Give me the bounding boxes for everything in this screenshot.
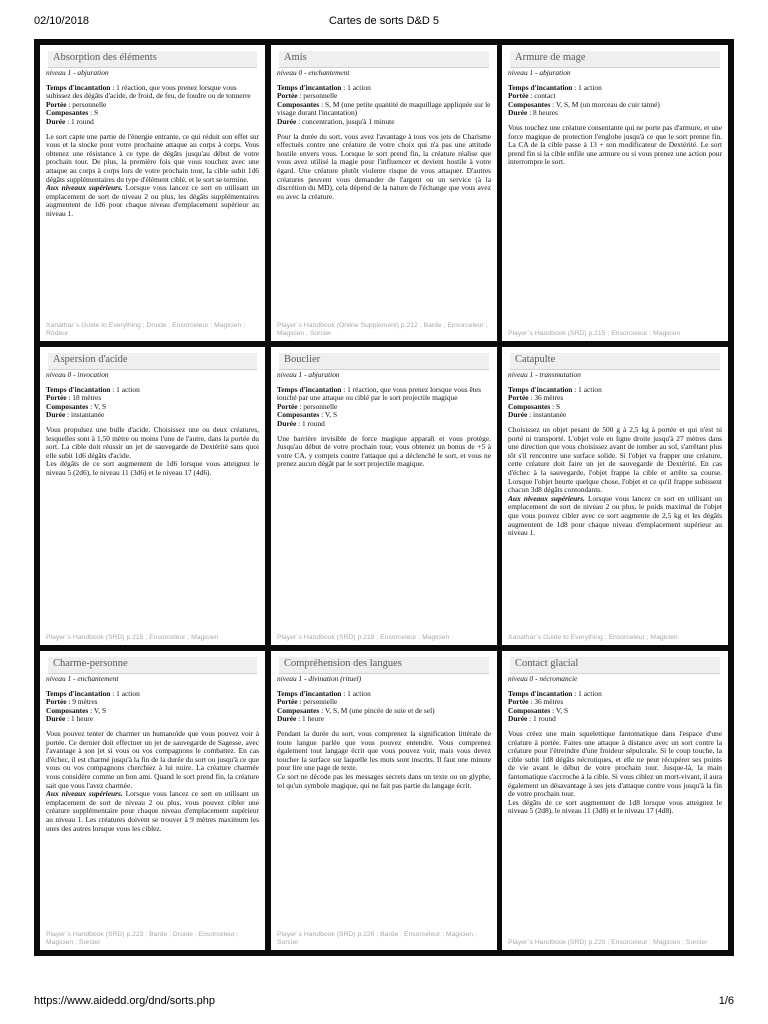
range-value: personnelle	[303, 91, 338, 101]
card-body	[46, 675, 259, 926]
card-sheet	[34, 39, 734, 956]
casting-time	[46, 84, 259, 101]
duration-value: instantanée	[71, 410, 105, 420]
duration-label: Durée	[508, 714, 528, 724]
components-label: Composantes	[46, 401, 89, 411]
spell-card	[502, 651, 728, 950]
spell-level: niveau 0 - nécromancie	[508, 675, 578, 683]
label-sep: :	[341, 384, 348, 394]
duration	[508, 109, 722, 118]
higher-levels-label: Aux niveaux supérieurs.	[46, 789, 123, 799]
spell-card	[40, 347, 265, 645]
spell-description	[46, 730, 259, 833]
components-value: V, S, M (un morceau de cuir tanné)	[555, 99, 660, 109]
casting-time-value: 1 réaction, que vous prenez lorsque vous subissez des dégâts d'acide, de froid, de feu, de foudre ou de tonnerre	[46, 82, 251, 101]
label-sep: :	[65, 116, 72, 126]
label-sep: :	[527, 108, 534, 118]
card-body	[277, 69, 491, 317]
label-sep: :	[572, 688, 579, 698]
components-value: V, S	[555, 705, 569, 715]
spell-description	[46, 133, 259, 219]
card-body	[508, 371, 722, 621]
spell-title: Absorption des éléments	[53, 52, 157, 63]
label-sep: :	[296, 418, 303, 428]
card-body	[46, 371, 259, 621]
card-body	[46, 69, 259, 317]
card-header	[48, 657, 257, 674]
duration-label: Durée	[46, 714, 66, 724]
card-header	[510, 51, 720, 68]
casting-time-value: 1 réaction, que vous prenez lorsque vous êtes touché par une attaque ou ciblé par le sort projectile magique	[277, 384, 481, 403]
range-value: personnelle	[303, 697, 338, 707]
spell-source: Player`s Handbook (Online Supplement) p.212 ; Barde ; Ensorceleur ; Magicien ; Sorcier	[277, 322, 488, 337]
page-title: Cartes de sorts D&D 5	[328, 15, 440, 27]
higher-levels	[46, 790, 259, 833]
components-value: S, M (une petite quantité de maquillage appliquée sur le visage durant l'incantation)	[277, 99, 491, 118]
spell-level: niveau 1 - abjuration	[508, 69, 571, 77]
duration-label: Durée	[46, 410, 66, 420]
spell-source: Player`s Handbook (SRD) p.218 ; Ensorceleur ; Magicien	[277, 634, 450, 641]
card-header	[279, 51, 489, 68]
label-sep: :	[110, 688, 117, 698]
spell-level: niveau 1 - abjuration	[46, 69, 109, 77]
spell-card	[271, 347, 497, 645]
duration-value: concentration, jusqu'à 1 minute	[302, 116, 395, 126]
duration	[46, 715, 259, 724]
duration-label: Durée	[277, 116, 297, 126]
label-sep: :	[319, 705, 325, 715]
card-body	[277, 371, 491, 621]
label-sep: :	[528, 697, 535, 707]
label-sep: :	[341, 688, 348, 698]
card-header	[279, 657, 489, 674]
label-sep: :	[110, 384, 117, 394]
components-value: V, S	[324, 410, 338, 420]
casting-time-value: 1 action	[347, 688, 371, 698]
components-value: V, S	[93, 705, 107, 715]
spell-title: Armure de mage	[515, 52, 586, 63]
spell-description	[277, 133, 491, 202]
spell-title: Compréhension des langues	[284, 658, 402, 669]
casting-time-value: 1 action	[578, 384, 602, 394]
spell-title: Amis	[284, 52, 307, 63]
label-sep: :	[550, 401, 557, 411]
range-label: Portée	[46, 393, 67, 403]
casting-time-label: Temps d'incantation	[508, 688, 573, 698]
duration	[277, 420, 491, 429]
label-sep: :	[66, 99, 73, 109]
spell-level: niveau 0 - enchantement	[277, 69, 350, 77]
spell-stats	[508, 84, 722, 118]
casting-time-value: 1 action	[578, 82, 602, 92]
duration	[46, 411, 259, 420]
duration-label: Durée	[46, 116, 66, 126]
range-label: Portée	[277, 401, 298, 411]
duration-value: 1 round	[533, 714, 556, 724]
spell-stats	[508, 386, 722, 420]
description-text: Vous créez une main squelettique fantomatique dans l'espace d'une créature à portée. Faites une attaque à distance avec un sort contre la créature pour l'étreindre d'une froideur sépulcrale. Si le coup touche, la cible subit 1d8 dégâts nécrotiques, et elle ne peut récupérer ses points de vie avant le début de votre prochain tour. Jusque-là, la main fantomatique s'accroche à la cible. Si vous ciblez un mort-vivant, il aura également un désavantage à ses jets d'attaque contre vous jusqu'à la fin de votre prochain tour. Les dégâts de ce sort augmentent de 1d8 lorsque vous atteignez le niveau 5 (2d8), le niveau 11 (3d8) et le niveau 17 (4d8).	[508, 728, 722, 816]
components	[277, 101, 491, 118]
label-sep: :	[297, 401, 304, 411]
spell-source: Player`s Handbook (SRD) p.215 ; Ensorceleur ; Magicien	[46, 634, 219, 641]
spell-stats	[46, 386, 259, 420]
spell-stats	[508, 690, 722, 724]
label-sep: :	[65, 714, 72, 724]
label-sep: :	[341, 82, 348, 92]
label-sep: :	[88, 108, 95, 118]
label-sep: :	[65, 410, 72, 420]
card-header	[48, 353, 257, 370]
card-header	[279, 353, 489, 370]
print-header	[34, 15, 734, 31]
range-label: Portée	[277, 697, 298, 707]
label-sep: :	[66, 697, 73, 707]
components-label: Composantes	[508, 99, 551, 109]
spell-description	[508, 730, 722, 816]
card-header	[510, 657, 720, 674]
components-value: V, S	[93, 401, 107, 411]
components-label: Composantes	[277, 410, 320, 420]
higher-levels-label: Aux niveaux supérieurs.	[46, 183, 123, 193]
range-label: Portée	[46, 697, 67, 707]
description-text: Vous propulsez une bulle d'acide. Choisissez une ou deux créatures, lesquelles sont à 1,50 mètre ou moins l'une de l'autre, dans la portée du sort. La cible doit réussir un jet de sauvegarde de Dextérité sans quoi elle subit 1d6 dégâts d'acide. Les dégâts de ce sort augmentent de 1d6 lorsque vous atteignez le niveau 5 (2d6), le niveau 11 (3d6) et le niveau 17 (4d6).	[46, 424, 259, 477]
spell-level: niveau 1 - transmutation	[508, 371, 581, 379]
spell-level: niveau 1 - abjuration	[277, 371, 340, 379]
description-text: Le sort capte une partie de l'énergie entrante, ce qui réduit son effet sur vous et la stocke pour votre prochaine attaque au corps à corps. Vous obtenez une résistance à ce type de dégâts jusqu'au début de votre prochain tour. De plus, la première fois que vous touchez avec une attaque au corps à corps lors de votre prochain tour, la cible subit 1d6 dégâts supplémentaires du type d'élément ciblé, et le sort se termine.	[46, 131, 259, 184]
label-sep: :	[527, 714, 534, 724]
spell-source: Player`s Handbook (SRD) p.226 ; Barde ; Ensorceleur ; Magicien ; Sorcier	[277, 931, 477, 946]
spell-description	[508, 426, 722, 538]
spell-stats	[277, 84, 491, 127]
range-value: 9 mètres	[72, 697, 98, 707]
print-footer	[34, 995, 734, 1011]
range-value: personnelle	[303, 401, 338, 411]
spell-card	[271, 45, 497, 341]
duration-value: instantanée	[533, 410, 567, 420]
duration-value: 1 heure	[71, 714, 94, 724]
description-text: Vous touchez une créature consentante qui ne porte pas d'armure, et une force magique de protection l'englobe jusqu'à ce que le sort prenne fin. La CA de la cible passe à 13 + son modificateur de Dextérité. Le sort prend fin si la cible enfile une armure ou si vous prenez une action pour interrompre le sort.	[508, 122, 722, 167]
spell-source: Player`s Handbook (SRD) p.223 ; Barde ; Druide ; Ensorceleur ; Magicien ; Sorcier	[46, 931, 239, 946]
label-sep: :	[66, 393, 73, 403]
description-text: Vous pouvez tenter de charmer un humanoïde que vous pouvez voir à portée. Ce dernier doit effectuer un jet de sauvegarde de Sagesse, avec l'avantage à son jet si vous ou vos compagnons le combattez. En cas d'échec, il est charmé jusqu'à la fin de la durée du sort ou jusqu'à ce que vous ou vos compagnons cherchiez à lui nuire. La créature charmée vous considère comme un bon ami. Quand le sort prend fin, la créature sait que vous l'avez charmée.	[46, 728, 259, 790]
label-sep: :	[528, 91, 535, 101]
duration-label: Durée	[277, 714, 297, 724]
components-label: Composantes	[46, 705, 89, 715]
spell-title: Charme-personne	[53, 658, 128, 669]
spell-card	[502, 347, 728, 645]
casting-time-value: 1 action	[116, 384, 140, 394]
card-header	[510, 353, 720, 370]
spell-title: Bouclier	[284, 354, 321, 365]
spell-title: Contact glacial	[515, 658, 579, 669]
spell-title: Aspersion d'acide	[53, 354, 128, 365]
label-sep: :	[110, 82, 117, 92]
spell-card	[271, 651, 497, 950]
components-label: Composantes	[508, 401, 551, 411]
label-sep: :	[572, 82, 579, 92]
spell-level: niveau 1 - divination (rituel)	[277, 675, 362, 683]
higher-levels-text: Lorsque vous lancez ce sort en utilisant un emplacement de sort de niveau 2 ou plus, vous pouvez cibler une créature supplémentaire pour chaque niveau d'emplacement supérieur au niveau 1. Les créatures doivent se trouver à 9 mètres maximum les unes des autres lorsque vous les ciblez.	[46, 789, 259, 833]
casting-time-label: Temps d'incantation	[46, 688, 111, 698]
range-value: 36 mètres	[534, 393, 564, 403]
duration	[508, 411, 722, 420]
spell-description	[46, 426, 259, 478]
label-sep: :	[297, 91, 304, 101]
spell-card	[40, 651, 265, 950]
casting-time-value: 1 action	[116, 688, 140, 698]
range-value: personnelle	[72, 99, 107, 109]
label-sep: :	[572, 384, 579, 394]
range-label: Portée	[46, 99, 67, 109]
spell-description	[508, 124, 722, 167]
higher-levels-text: Lorsque vous lancez ce sort en utilisant un emplacement de sort de niveau 2 ou plus, le poids maximal de l'objet que vous pouvez cibler avec ce sort augmente de 2,5 kg et les dégâts augmentent de 1d8 pour chaque niveau d'emplacement supérieur au niveau 1.	[508, 493, 722, 538]
casting-time-label: Temps d'incantation	[277, 82, 342, 92]
spell-card	[40, 45, 265, 341]
range-label: Portée	[508, 91, 529, 101]
label-sep: :	[528, 393, 535, 403]
page-url: https://www.aidedd.org/dnd/sorts.php	[34, 995, 215, 1007]
spell-card	[502, 45, 728, 341]
spell-source: Xanathar`s Guide to Everything ; Druide ; Ensorceleur ; Magicien ; Rôdeur	[46, 322, 246, 337]
higher-levels	[46, 184, 259, 218]
casting-time-value: 1 action	[347, 82, 371, 92]
duration	[46, 118, 259, 127]
page-number: 1/6	[718, 995, 734, 1007]
range-label: Portée	[508, 697, 529, 707]
label-sep: :	[297, 697, 304, 707]
spell-level: niveau 0 - invocation	[46, 371, 109, 379]
higher-levels-text: Lorsque vous lancez ce sort en utilisant un emplacement de sort de niveau 2 ou plus, les dégâts supplémentaires augmentent de 1d6 pour chaque niveau d'emplacement supérieur au niveau 1.	[46, 183, 259, 218]
label-sep: :	[550, 705, 556, 715]
higher-levels	[508, 495, 722, 538]
duration-value: 1 heure	[302, 714, 325, 724]
label-sep: :	[88, 705, 94, 715]
print-date: 02/10/2018	[34, 15, 90, 27]
spell-stats	[46, 690, 259, 724]
range-value: 18 mètres	[72, 393, 102, 403]
spell-level: niveau 1 - enchantement	[46, 675, 119, 683]
spell-source: Xanathar`s Guide to Everything ; Ensorceleur ; Magicien	[508, 634, 678, 641]
casting-time-label: Temps d'incantation	[508, 384, 573, 394]
card-body	[277, 675, 491, 926]
label-sep: :	[319, 410, 325, 420]
label-sep: :	[550, 99, 556, 109]
label-sep: :	[296, 714, 303, 724]
components-value: S	[556, 401, 561, 411]
card-body	[508, 69, 722, 317]
description-text: Choisissez un objet pesant de 500 g à 2,5 kg à portée et qui n'est ni porté ni transporté. L'objet vole en ligne droite jusqu'à 27 mètres dans une direction que vous choisissez avant de tomber au sol, s'arrêtant plus tôt s'il rencontre une surface solide. Si l'objet va frapper une créature, cette créature doit faire un jet de sauvegarde de Dextérité. En cas d'échec à la sauvegarde, l'objet frappe la cible et arrête sa course. Lorsque l'objet heurte quelque chose, l'objet et ce qu'il frappe subissent chacun 3d8 dégâts contondants.	[508, 424, 722, 495]
casting-time-label: Temps d'incantation	[46, 384, 111, 394]
components-value: V, S, M (une pincée de suie et de sel)	[324, 705, 435, 715]
duration	[277, 715, 491, 724]
range-label: Portée	[508, 393, 529, 403]
components-label: Composantes	[277, 705, 320, 715]
label-sep: :	[527, 410, 534, 420]
card-header	[48, 51, 257, 68]
spell-description	[277, 730, 491, 790]
description-text: Une barrière invisible de force magique apparaît et vous protège. Jusqu'au début de votre prochain tour, vous obtenez un bonus de +5 à votre CA, y compris contre l'attaque qui a déclenché le sort, et vous ne prenez aucun dégât par le sort projectile magique.	[277, 433, 491, 469]
spell-stats	[277, 386, 491, 429]
range-value: contact	[534, 91, 556, 101]
casting-time	[277, 386, 491, 403]
casting-time-label: Temps d'incantation	[508, 82, 573, 92]
label-sep: :	[319, 99, 326, 109]
casting-time-label: Temps d'incantation	[277, 384, 342, 394]
casting-time-label: Temps d'incantation	[46, 82, 111, 92]
duration-value: 1 round	[71, 116, 94, 126]
range-label: Portée	[277, 91, 298, 101]
duration-value: 1 round	[302, 418, 325, 428]
higher-levels-label: Aux niveaux supérieurs.	[508, 493, 585, 503]
components-label: Composantes	[46, 108, 89, 118]
spell-description	[277, 435, 491, 469]
description-text: Pendant la durée du sort, vous comprenez la signification littérale de toute langue parlée que vous pouvez entendre. Vous comprenez également tout langage écrit que vous pouvez voir, mais vous devez toucher la surface sur laquelle les mots sont inscrits. Il faut une minute pour lire une page de texte. Ce sort ne décode pas les messages secrets dans un texte ou un glyphe, tel qu'un symbole magique, qui ne fait pas partie du langage écrit.	[277, 728, 491, 790]
duration-label: Durée	[277, 418, 297, 428]
components-label: Composantes	[277, 99, 320, 109]
components-value: S	[94, 108, 99, 118]
label-sep: :	[88, 401, 94, 411]
spell-title: Catapulte	[515, 354, 556, 365]
casting-time-label: Temps d'incantation	[277, 688, 342, 698]
duration-value: 8 heures	[533, 108, 558, 118]
description-text: Pour la durée du sort, vous avez l'avantage à tous vos jets de Charisme effectués contre une créature de votre choix qui n'a pas une attitude hostile envers vous. Lorsque le sort prend fin, la créature réalise que vous avez utilisé la magie pour l'influencer et devient hostile à votre égard. Une créature plutôt violente risque de vous attaquer. D'autres créatures peuvent vous demander de l'argent ou un service (à la discrétion du MD), cela dépend de la nature de l'échange que vous avez eu avec la créature.	[277, 131, 491, 201]
duration	[277, 118, 491, 127]
spell-source: Player`s Handbook (SRD) p.215 ; Ensorceleur ; Magicien	[508, 330, 681, 337]
card-body	[508, 675, 722, 926]
components-label: Composantes	[508, 705, 551, 715]
range-value: 36 mètres	[534, 697, 564, 707]
duration-label: Durée	[508, 108, 528, 118]
casting-time-value: 1 action	[578, 688, 602, 698]
label-sep: :	[296, 116, 303, 126]
duration	[508, 715, 722, 724]
spell-stats	[277, 690, 491, 724]
spell-source: Player`s Handbook (SRD) p.220 ; Ensorceleur ; Magicien ; Sorcier	[508, 939, 708, 946]
duration-label: Durée	[508, 410, 528, 420]
spell-stats	[46, 84, 259, 127]
